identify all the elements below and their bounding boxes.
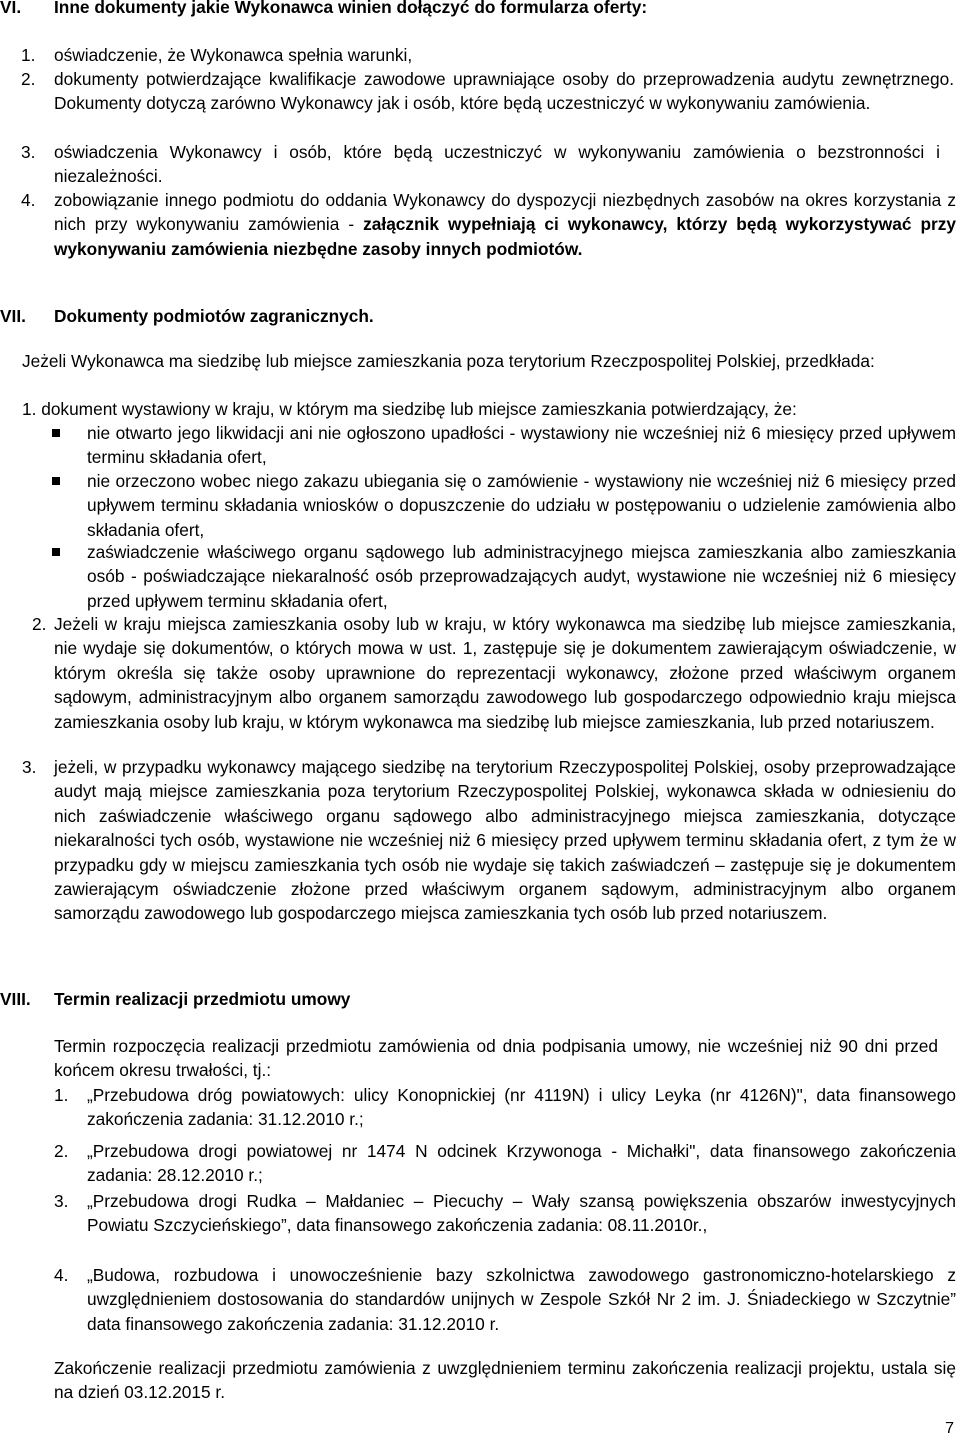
item-number: 3.: [21, 142, 36, 162]
bullet-text: zaświadczenie właściwego organu sądowego lub administracyjnego miejsca zamieszkania albo zamieszkania osób - poświadczające niekaralność osób przeprowadzających audyt, wystawione nie wcześniej niż 6 miesięcy przed upływem terminu składania ofert,: [87, 542, 956, 611]
sec6-item-2: [21, 67, 954, 116]
item-number: 3.: [54, 1191, 69, 1211]
sec6-item-1: [21, 43, 914, 67]
sec6-item-4: [21, 188, 957, 261]
item-number: 4.: [54, 1265, 69, 1285]
sec7-item-2: [32, 612, 956, 734]
section-7-title: Dokumenty podmiotów zagranicznych.: [54, 306, 374, 326]
section-8-number: VIII.: [0, 989, 31, 1009]
section-7-heading: [0, 304, 374, 328]
item-number: 2.: [21, 69, 36, 89]
bullet-text: nie otwarto jego likwidacji ani nie ogłoszono upadłości - wystawiony nie wcześniej niż 6 miesięcy przed upływem terminu składania ofert,: [87, 423, 956, 468]
bullet-icon: [52, 477, 60, 485]
section-6-title: Inne dokumenty jakie Wykonawca winien dołączyć do formularza oferty:: [54, 0, 648, 17]
sec7-intro: Jeżeli Wykonawca ma siedzibę lub miejsce zamieszkania poza terytorium Rzeczpospolitej Polskiej, przedkłada:: [22, 351, 875, 371]
sec6-item-3: [21, 140, 940, 189]
item-text: „Przebudowa drogi Rudka – Małdaniec – Piecuchy – Wały szansą powiększenia obszarów inwestycyjnych Powiatu Szczycieńskiego”, data finansowego zakończenia zadania: 08.11.2010r.,: [87, 1191, 956, 1236]
section-6-heading: [0, 0, 647, 19]
item-text: dokumenty potwierdzające kwalifikacje zawodowe uprawniające osoby do przeprowadzenia audytu zewnętrznego. Dokumenty dotyczą zarówno Wykonawcy jak i osób, które będą uczestniczyć w wykonywaniu zamówienia.: [54, 69, 954, 114]
page-number: 7: [945, 1420, 954, 1437]
sec8-intro: Termin rozpoczęcia realizacji przedmiotu zamówienia od dnia podpisania umowy, nie wcześniej niż 90 dni przed końcem okresu trwałości, tj.:: [54, 1036, 938, 1081]
item-number: 2.: [32, 614, 47, 634]
item-number: 1.: [54, 1085, 69, 1105]
item-bold-text: załącznik wypełniają ci wykonawcy, którzy będą wykorzystywać przy wykonywaniu zamówienia niezbędne zasoby innych podmiotów.: [54, 214, 957, 259]
item-text: oświadczenia Wykonawcy i osób, które będą uczestniczyć w wykonywaniu zamówienia o bezstronności i niezależności.: [54, 142, 940, 187]
section-8-heading: [0, 987, 350, 1011]
section-7-number: VII.: [0, 306, 26, 326]
section-6-number: VI.: [0, 0, 22, 17]
bullet-text: nie orzeczono wobec niego zakazu ubiegania się o zamówienie - wystawiony nie wcześniej niż 6 miesięcy przed upływem terminu składania wniosków o dopuszczenie do udziału w postępowaniu o udzielenie zamówienia albo składania ofert,: [87, 471, 956, 540]
item-text: oświadczenie, że Wykonawca spełnia warunki,: [54, 45, 413, 65]
item-number: 3.: [22, 757, 37, 777]
sec8-item-3: [54, 1189, 956, 1238]
sec8-item-1: [54, 1083, 956, 1132]
item-text: „Przebudowa dróg powiatowych: ulicy Konopnickiej (nr 4119N) i ulicy Leyka (nr 4126N)", data finansowego zakończenia zadania: 31.12.2010 r.;: [87, 1085, 956, 1130]
item-text: „Budowa, rozbudowa i unowocześnienie bazy szkolnictwa zawodowego gastronomiczno-hotelarskiego z uwzględnieniem dostosowania do standardów unijnych w Zespole Szkół Nr 2 im. J. Śniadeckiego w Szczytnie” data finansowego zakończenia zadania: 31.12.2010 r.: [87, 1265, 956, 1334]
bullet-icon: [52, 548, 60, 556]
sec7-bullet-3: [87, 540, 956, 613]
sec7-bullet-1: [87, 421, 956, 470]
sec7-bullet-2: [87, 469, 956, 542]
sec8-item-4: [54, 1263, 956, 1336]
sec7-item-3: [22, 755, 956, 926]
item-number: 2.: [54, 1141, 69, 1161]
item-number: 4.: [21, 190, 36, 210]
item-text: jeżeli, w przypadku wykonawcy mającego siedzibę na terytorium Rzeczypospolitej Polskiej, osoby przeprowadzające audyt mają miejsce zamieszkania poza terytorium Rzeczypospolitej Polskiej, wykonawca składa w odniesieniu do nich zaświadczenie właściwego organu sądowego albo administracyjnego miejsca zamieszkania, dotyczące niekaralności tych osób, wystawione nie wcześniej niż 6 miesięcy przed upływem terminu składania ofert, z tym że w przypadku gdy w miejscu zamieszkania tych osób nie wydaje się takich zaświadczeń – zastępuje się je dokumentem zawierającym oświadczenie złożone przed właściwym organem sądowym, administracyjnym albo organem samorządu zawodowego lub gospodarczego miejsca zamieszkania tych osób lub przed notariuszem.: [54, 757, 956, 924]
bullet-icon: [52, 429, 60, 437]
sec8-item-2: [54, 1139, 956, 1188]
item-text: zobowiązanie innego podmiotu do oddania Wykonawcy do dyspozycji niezbędnych zasobów na okres korzystania z nich przy wykonywaniu zamówienia -: [54, 190, 956, 235]
section-8-title: Termin realizacji przedmiotu umowy: [54, 989, 351, 1009]
sec7-point-1: 1. dokument wystawiony w kraju, w którym ma siedzibę lub miejsce zamieszkania potwierdzający, że:: [22, 399, 797, 419]
item-number: 1.: [21, 45, 36, 65]
item-text: Jeżeli w kraju miejsca zamieszkania osoby lub w kraju, w który wykonawca ma siedzibę lub miejsce zamieszkania, nie wydaje się dokumentów, o których mowa w ust. 1, zastępuje się je dokumentem zawierającym oświadczenie, w którym określa się także osoby uprawnione do reprezentacji wykonawcy, złożone przed właściwym organem sądowym, administracyjnym albo organem samorządu zawodowego lub gospodarczego odpowiednio kraju miejsca zamieszkania osoby lub kraju, w którym wykonawca ma siedzibę lub miejsce zamieszkania, lub przed notariuszem.: [54, 614, 956, 732]
sec8-closing: Zakończenie realizacji przedmiotu zamówienia z uwzględnieniem terminu zakończenia realizacji projektu, ustala się na dzień 03.12.2015 r.: [54, 1358, 956, 1403]
item-text: „Przebudowa drogi powiatowej nr 1474 N odcinek Krzywonoga - Michałki", data finansowego zakończenia zadania: 28.12.2010 r.;: [87, 1141, 956, 1186]
